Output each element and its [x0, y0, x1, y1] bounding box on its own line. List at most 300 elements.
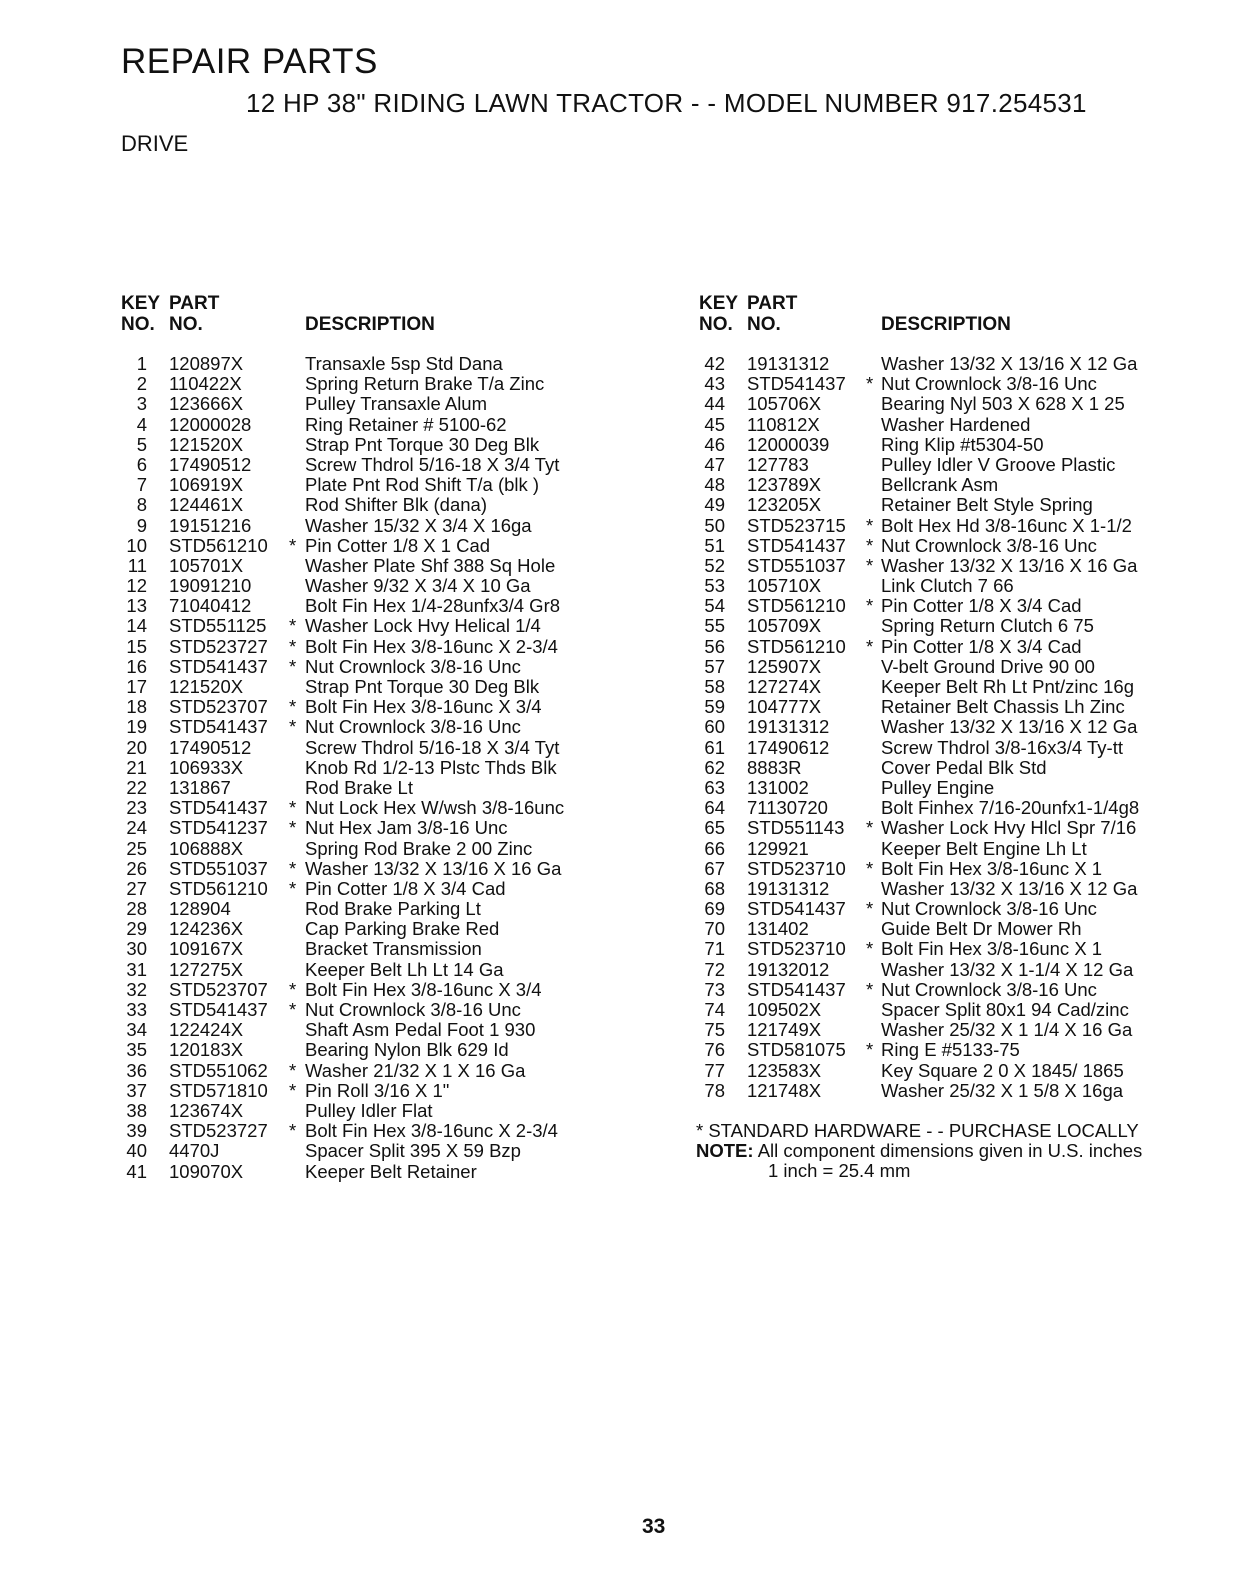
standard-hardware-marker: * — [289, 635, 297, 657]
standard-hardware-marker: * — [289, 655, 297, 677]
part-number: 120897X — [169, 353, 244, 374]
parts-row — [121, 374, 591, 394]
parts-row — [121, 778, 591, 798]
parts-row — [699, 1000, 1219, 1020]
part-number: STD541437 — [747, 978, 846, 1000]
part-description: Guide Belt Dr Mower Rh — [881, 918, 1082, 940]
page-title: REPAIR PARTS — [121, 42, 378, 81]
part-number: STD523707 — [169, 696, 268, 718]
part-number: 19131312 — [747, 877, 830, 899]
part-description: Bracket Transmission — [305, 938, 482, 960]
part-number: STD541437 — [747, 534, 846, 556]
parts-row — [699, 1020, 1219, 1040]
part-number: 110422X — [169, 373, 242, 395]
key-number: 45 — [704, 413, 725, 435]
part-description: Bolt Fin Hex 3/8-16unc X 2-3/4 — [305, 635, 558, 657]
standard-hardware-marker: * — [866, 595, 874, 617]
key-number: 73 — [704, 978, 725, 1000]
standard-hardware-marker: * — [289, 534, 297, 556]
part-description: Nut Hex Jam 3/8-16 Unc — [305, 817, 508, 839]
parts-row — [699, 616, 1219, 636]
parts-row — [121, 758, 591, 778]
part-description: Nut Crownlock 3/8-16 Unc — [881, 373, 1097, 395]
parts-row — [699, 394, 1219, 414]
part-description: Washer 21/32 X 1 X 16 Ga — [305, 1059, 526, 1081]
part-number: 105710X — [747, 575, 822, 597]
key-number: 64 — [704, 797, 725, 819]
part-description: Washer 25/32 X 1 5/8 X 16ga — [881, 1079, 1124, 1101]
key-no-label: NO. — [121, 314, 155, 335]
part-number: 19151216 — [169, 514, 252, 536]
part-description: Bellcrank Asm — [881, 474, 999, 496]
key-number: 70 — [704, 918, 725, 940]
key-number: 40 — [126, 1140, 147, 1162]
parts-row — [699, 576, 1219, 596]
part-number: 124461X — [169, 494, 244, 516]
part-description: Bolt Finhex 7/16-20unfx1-1/4g8 — [881, 797, 1140, 819]
part-number: 4470J — [169, 1140, 220, 1162]
part-number: 127275X — [169, 958, 244, 980]
part-number: STD523710 — [747, 857, 846, 879]
key-label: KEY — [121, 293, 161, 314]
parts-list — [699, 354, 1219, 1101]
part-description: Washer Plate Shf 388 Sq Hole — [305, 554, 556, 576]
part-number: 19132012 — [747, 958, 830, 980]
key-number: 58 — [704, 676, 725, 697]
standard-hardware-marker: * — [289, 1079, 297, 1101]
part-number: STD561210 — [169, 534, 268, 556]
parts-row — [121, 677, 591, 697]
parts-row — [699, 818, 1219, 838]
part-number: 123205X — [747, 494, 822, 516]
parts-row — [121, 1081, 591, 1101]
part-description: Rod Brake Lt — [305, 776, 413, 798]
key-number: 78 — [704, 1079, 725, 1101]
standard-hardware-marker: * — [866, 898, 874, 920]
part-description: Bolt Hex Hd 3/8-16unc X 1-1/2 — [881, 514, 1132, 536]
key-number: 26 — [126, 857, 147, 879]
part-description: Pulley Idler V Groove Plastic — [881, 453, 1116, 475]
parts-row — [121, 818, 591, 838]
parts-row — [121, 717, 591, 737]
parts-row — [699, 495, 1219, 515]
standard-hardware-marker: * — [289, 716, 297, 738]
standard-hardware-marker: * — [866, 554, 874, 576]
part-description: Bolt Fin Hex 3/8-16unc X 2-3/4 — [305, 1120, 558, 1142]
key-number: 49 — [704, 494, 725, 516]
parts-row — [699, 798, 1219, 818]
parts-row — [121, 576, 591, 596]
part-description: Ring Retainer # 5100-62 — [305, 413, 507, 435]
part-description: Link Clutch 7 66 — [881, 575, 1014, 597]
parts-row — [121, 738, 591, 758]
key-number: 76 — [704, 1039, 725, 1061]
parts-row — [121, 960, 591, 980]
part-number: 105706X — [747, 393, 822, 415]
parts-row — [121, 839, 591, 859]
key-number: 22 — [126, 776, 147, 798]
part-description: Pin Cotter 1/8 X 3/4 Cad — [305, 877, 506, 899]
parts-row — [699, 475, 1219, 495]
part-description: Bolt Fin Hex 3/8-16unc X 1 — [881, 938, 1103, 960]
standard-hardware-marker: * — [866, 938, 874, 960]
key-number: 1 — [136, 353, 147, 374]
column-header — [121, 293, 591, 337]
standard-hardware-marker: * — [289, 978, 297, 1000]
part-description: Spacer Split 395 X 59 Bzp — [305, 1140, 521, 1162]
key-number: 43 — [704, 373, 725, 395]
part-description: Nut Crownlock 3/8-16 Unc — [881, 898, 1097, 920]
part-number: 109070X — [169, 1160, 244, 1182]
part-number: 128904 — [169, 898, 231, 920]
part-description: Retainer Belt Style Spring — [881, 494, 1093, 516]
key-number: 47 — [704, 453, 725, 475]
part-no-label: NO. — [169, 314, 203, 335]
key-number: 11 — [127, 554, 147, 576]
part-number: STD541437 — [747, 898, 846, 920]
part-description: Pin Roll 3/16 X 1" — [305, 1079, 450, 1101]
part-description: V-belt Ground Drive 90 00 — [881, 655, 1095, 677]
key-number: 19 — [126, 716, 147, 738]
part-number: 109167X — [169, 938, 244, 960]
parts-row — [121, 394, 591, 414]
parts-row — [121, 798, 591, 818]
key-number: 57 — [704, 655, 725, 677]
part-description: Washer Hardened — [881, 413, 1031, 435]
part-number: STD551062 — [169, 1059, 268, 1081]
key-number: 14 — [126, 615, 147, 637]
key-number: 42 — [704, 353, 725, 374]
part-number: STD561210 — [747, 595, 846, 617]
parts-row — [699, 1061, 1219, 1081]
key-number: 16 — [126, 655, 147, 677]
description-label: DESCRIPTION — [305, 314, 435, 335]
part-number: 129921 — [747, 837, 809, 859]
parts-row — [699, 778, 1219, 798]
parts-row — [121, 879, 591, 899]
part-description: Washer 9/32 X 3/4 X 10 Ga — [305, 575, 531, 597]
key-number: 51 — [704, 534, 725, 556]
parts-row — [121, 475, 591, 495]
key-number: 75 — [704, 1019, 725, 1041]
part-number: STD541437 — [169, 716, 268, 738]
part-number: 106919X — [169, 474, 244, 496]
key-number: 71 — [704, 938, 725, 960]
parts-row — [699, 415, 1219, 435]
parts-row — [121, 415, 591, 435]
key-number: 39 — [126, 1120, 147, 1142]
standard-hardware-marker: * — [289, 615, 297, 637]
parts-row — [699, 455, 1219, 475]
part-number: 131867 — [169, 776, 231, 798]
standard-hardware-marker: * — [289, 797, 297, 819]
key-number: 28 — [126, 898, 147, 920]
part-description: Keeper Belt Retainer — [305, 1160, 477, 1182]
key-number: 67 — [704, 857, 725, 879]
part-number: 127274X — [747, 676, 822, 697]
part-number: 127783 — [747, 453, 809, 475]
part-description: Strap Pnt Torque 30 Deg Blk — [305, 433, 540, 455]
part-description: Washer 13/32 X 13/16 X 12 Ga — [881, 877, 1138, 899]
part-number: 19091210 — [169, 575, 252, 597]
part-description: Ring E #5133-75 — [881, 1039, 1020, 1061]
parts-list — [121, 354, 591, 1182]
parts-row — [699, 374, 1219, 394]
key-number: 50 — [704, 514, 725, 536]
parts-row — [699, 960, 1219, 980]
part-description: Washer 13/32 X 13/16 X 12 Ga — [881, 353, 1138, 374]
part-number: STD561210 — [169, 877, 268, 899]
standard-hardware-marker: * — [866, 373, 874, 395]
part-number: 109502X — [747, 999, 822, 1020]
key-number: 33 — [126, 999, 147, 1020]
standard-hardware-marker: * — [289, 817, 297, 839]
key-number: 2 — [136, 373, 147, 395]
key-number: 41 — [126, 1160, 147, 1182]
part-description: Washer 13/32 X 1-1/4 X 12 Ga — [881, 958, 1134, 980]
part-description: Washer Lock Hvy Helical 1/4 — [305, 615, 541, 637]
part-number: 125907X — [747, 655, 822, 677]
part-number: 19131312 — [747, 353, 830, 374]
part-description: Pulley Engine — [881, 776, 995, 798]
part-description: Spacer Split 80x1 94 Cad/zinc — [881, 999, 1129, 1020]
key-number: 77 — [704, 1059, 725, 1081]
parts-row — [699, 677, 1219, 697]
parts-row — [121, 919, 591, 939]
part-description: Pin Cotter 1/8 X 1 Cad — [305, 534, 491, 556]
parts-row — [699, 435, 1219, 455]
part-description: Nut Crownlock 3/8-16 Unc — [881, 534, 1097, 556]
standard-hardware-marker: * — [866, 978, 874, 1000]
parts-row — [121, 859, 591, 879]
key-number: 7 — [136, 474, 147, 496]
parts-row — [121, 1000, 591, 1020]
part-description: Pin Cotter 1/8 X 3/4 Cad — [881, 595, 1082, 617]
part-number: STD551037 — [747, 554, 846, 576]
parts-column-left — [121, 293, 591, 1182]
part-number: 123789X — [747, 474, 822, 496]
part-description: Plate Pnt Rod Shift T/a (blk ) — [305, 474, 540, 496]
part-description: Pulley Transaxle Alum — [305, 393, 488, 415]
part-number: 106933X — [169, 756, 244, 778]
key-number: 5 — [136, 433, 147, 455]
key-number: 62 — [704, 756, 725, 778]
description-label: DESCRIPTION — [881, 314, 1011, 335]
parts-row — [121, 637, 591, 657]
part-description: Pulley Idler Flat — [305, 1099, 433, 1121]
part-description: Rod Shifter Blk (dana) — [305, 494, 488, 516]
part-description: Cap Parking Brake Red — [305, 918, 500, 940]
part-label: PART — [169, 293, 220, 314]
part-number: STD541437 — [747, 373, 846, 395]
parts-row — [699, 657, 1219, 677]
note-text: All component dimensions given in U.S. inches — [757, 1140, 1143, 1161]
parts-row — [121, 899, 591, 919]
parts-row — [121, 455, 591, 475]
part-number: 105701X — [169, 554, 244, 576]
key-number: 15 — [126, 635, 147, 657]
part-description: Retainer Belt Chassis Lh Zinc — [881, 696, 1125, 718]
part-description: Ring Klip #t5304-50 — [881, 433, 1044, 455]
page-subtitle: 12 HP 38" RIDING LAWN TRACTOR - - MODEL NUMBER 917.254531 — [246, 88, 1087, 118]
part-number: 71130720 — [747, 797, 828, 819]
part-description: Strap Pnt Torque 30 Deg Blk — [305, 676, 540, 697]
section-title: DRIVE — [121, 131, 189, 156]
part-number: 121748X — [747, 1079, 822, 1101]
key-number: 27 — [126, 877, 147, 899]
key-label: KEY — [699, 293, 739, 314]
key-number: 4 — [136, 413, 147, 435]
part-description: Washer 25/32 X 1 1/4 X 16 Ga — [881, 1019, 1133, 1041]
key-number: 37 — [126, 1079, 147, 1101]
parts-row — [699, 536, 1219, 556]
part-number: 12000039 — [747, 433, 830, 455]
part-description: Screw Thdrol 3/8-16x3/4 Ty-tt — [881, 736, 1123, 758]
part-description: Pin Cotter 1/8 X 3/4 Cad — [881, 635, 1082, 657]
part-description: Washer 13/32 X 13/16 X 16 Ga — [881, 554, 1138, 576]
parts-row — [121, 596, 591, 616]
key-number: 31 — [126, 958, 147, 980]
parts-row — [121, 1141, 591, 1161]
parts-row — [121, 697, 591, 717]
key-number: 9 — [136, 514, 147, 536]
part-description: Nut Crownlock 3/8-16 Unc — [305, 716, 521, 738]
part-number: 123583X — [747, 1059, 822, 1081]
part-description: Cover Pedal Blk Std — [881, 756, 1047, 778]
parts-row — [699, 859, 1219, 879]
parts-row — [699, 879, 1219, 899]
standard-hardware-marker: * — [289, 696, 297, 718]
part-description: Bearing Nyl 503 X 628 X 1 25 — [881, 393, 1125, 415]
footnotes — [696, 1121, 1142, 1181]
part-description: Washer 13/32 X 13/16 X 12 Ga — [881, 716, 1138, 738]
key-no-label: NO. — [699, 314, 733, 335]
part-number: 19131312 — [747, 716, 830, 738]
standard-hardware-marker: * — [289, 857, 297, 879]
part-description: Bolt Fin Hex 3/8-16unc X 3/4 — [305, 696, 542, 718]
parts-row — [699, 1040, 1219, 1060]
part-number: 131002 — [747, 776, 809, 798]
parts-row — [699, 637, 1219, 657]
parts-row — [121, 556, 591, 576]
parts-row — [121, 1162, 591, 1182]
parts-row — [699, 980, 1219, 1000]
key-number: 44 — [704, 393, 725, 415]
parts-row — [121, 1020, 591, 1040]
parts-row — [699, 717, 1219, 737]
part-number: 110812X — [747, 413, 820, 435]
part-number: 121749X — [747, 1019, 822, 1041]
part-number: 17490612 — [747, 736, 830, 758]
part-description: Bearing Nylon Blk 629 Id — [305, 1039, 509, 1061]
key-number: 68 — [704, 877, 725, 899]
key-number: 72 — [704, 958, 725, 980]
part-number: STD523727 — [169, 1120, 268, 1142]
part-description: Nut Crownlock 3/8-16 Unc — [881, 978, 1097, 1000]
key-number: 10 — [126, 534, 147, 556]
standard-hardware-marker: * — [866, 817, 874, 839]
parts-row — [699, 516, 1219, 536]
part-description: Washer Lock Hvy Hlcl Spr 7/16 — [881, 817, 1137, 839]
part-number: 123666X — [169, 393, 244, 415]
part-description: Spring Return Clutch 6 75 — [881, 615, 1094, 637]
key-number: 52 — [704, 554, 725, 576]
part-description: Rod Brake Parking Lt — [305, 898, 481, 920]
parts-row — [699, 556, 1219, 576]
part-number: STD541437 — [169, 797, 268, 819]
key-number: 18 — [126, 696, 147, 718]
part-number: STD523715 — [747, 514, 846, 536]
conversion-note: 1 inch = 25.4 mm — [768, 1160, 911, 1181]
key-number: 46 — [704, 433, 725, 455]
key-number: 29 — [126, 918, 147, 940]
standard-hardware-marker: * — [866, 857, 874, 879]
key-number: 25 — [126, 837, 147, 859]
parts-row — [121, 657, 591, 677]
standard-hardware-marker: * — [866, 1039, 874, 1061]
parts-row — [121, 1101, 591, 1121]
parts-row — [699, 596, 1219, 616]
key-number: 61 — [704, 736, 725, 758]
standard-hardware-marker: * — [866, 514, 874, 536]
part-number: STD571810 — [169, 1079, 268, 1101]
key-number: 48 — [704, 474, 725, 496]
parts-row — [121, 516, 591, 536]
part-number: STD523710 — [747, 938, 846, 960]
part-number: 124236X — [169, 918, 244, 940]
part-no-label: NO. — [747, 314, 781, 335]
standard-hardware-marker: * — [289, 1120, 297, 1142]
key-number: 69 — [704, 898, 725, 920]
part-description: Shaft Asm Pedal Foot 1 930 — [305, 1019, 536, 1041]
part-number: STD541237 — [169, 817, 268, 839]
parts-row — [121, 495, 591, 515]
part-description: Nut Crownlock 3/8-16 Unc — [305, 999, 521, 1020]
key-number: 65 — [704, 817, 725, 839]
parts-row — [699, 758, 1219, 778]
key-number: 34 — [126, 1019, 147, 1041]
part-number: 123674X — [169, 1099, 244, 1121]
part-label: PART — [747, 293, 798, 314]
parts-row — [699, 354, 1219, 374]
part-number: STD523707 — [169, 978, 268, 1000]
part-description: Spring Return Brake T/a Zinc — [305, 373, 545, 395]
part-description: Transaxle 5sp Std Dana — [305, 353, 503, 374]
part-number: 71040412 — [169, 595, 252, 617]
part-description: Knob Rd 1/2-13 Plstc Thds Blk — [305, 756, 557, 778]
part-number: STD551037 — [169, 857, 268, 879]
part-number: STD523727 — [169, 635, 268, 657]
parts-row — [121, 536, 591, 556]
key-number: 30 — [126, 938, 147, 960]
part-number: STD541437 — [169, 999, 268, 1020]
parts-row — [121, 1121, 591, 1141]
note-label: NOTE: — [696, 1140, 754, 1161]
part-description: Nut Crownlock 3/8-16 Unc — [305, 655, 521, 677]
key-number: 59 — [704, 696, 725, 718]
parts-row — [699, 738, 1219, 758]
key-number: 55 — [704, 615, 725, 637]
part-number: 131402 — [747, 918, 809, 940]
part-number: STD541437 — [169, 655, 268, 677]
page-number: 33 — [642, 1515, 666, 1538]
standard-hardware-marker: * — [866, 534, 874, 556]
key-number: 23 — [126, 797, 147, 819]
parts-row — [121, 939, 591, 959]
key-number: 12 — [126, 575, 147, 597]
part-number: STD551125 — [169, 615, 267, 637]
parts-row — [121, 616, 591, 636]
